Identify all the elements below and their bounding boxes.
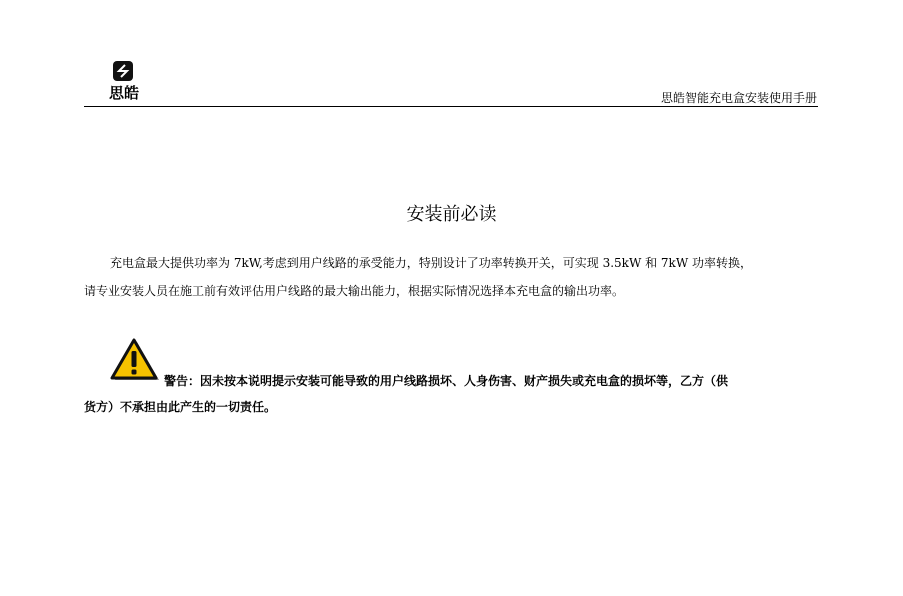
logo-text: 思皓 <box>108 84 139 102</box>
warning-line-1: 警告：因未按本说明提示安装可能导致的用户线路损坏、人身伤害、财产损失或充电盒的损坏等，乙方（供 <box>164 374 729 388</box>
manual-title: 思皓智能充电盒安装使用手册 <box>660 91 817 105</box>
warning-notice <box>84 368 822 420</box>
warning-line-2: 货方）不承担由此产生的一切责任。 <box>84 400 277 414</box>
header-divider <box>84 106 818 107</box>
intro-paragraph <box>84 249 818 305</box>
intro-line-1: 充电盒最大提供功率为 7kW,考虑到用户线路的承受能力，特别设计了功率转换开关，可实现 3.5kW 和 7kW 功率转换， <box>110 256 752 270</box>
logo-mark-icon <box>112 60 134 82</box>
intro-line-2: 请专业安装人员在施工前有效评估用户线路的最大输出能力，根据实际情况选择本充电盒的输出功率。 <box>84 284 625 298</box>
brand-logo <box>104 60 144 104</box>
page-title: 安装前必读 <box>406 204 497 225</box>
